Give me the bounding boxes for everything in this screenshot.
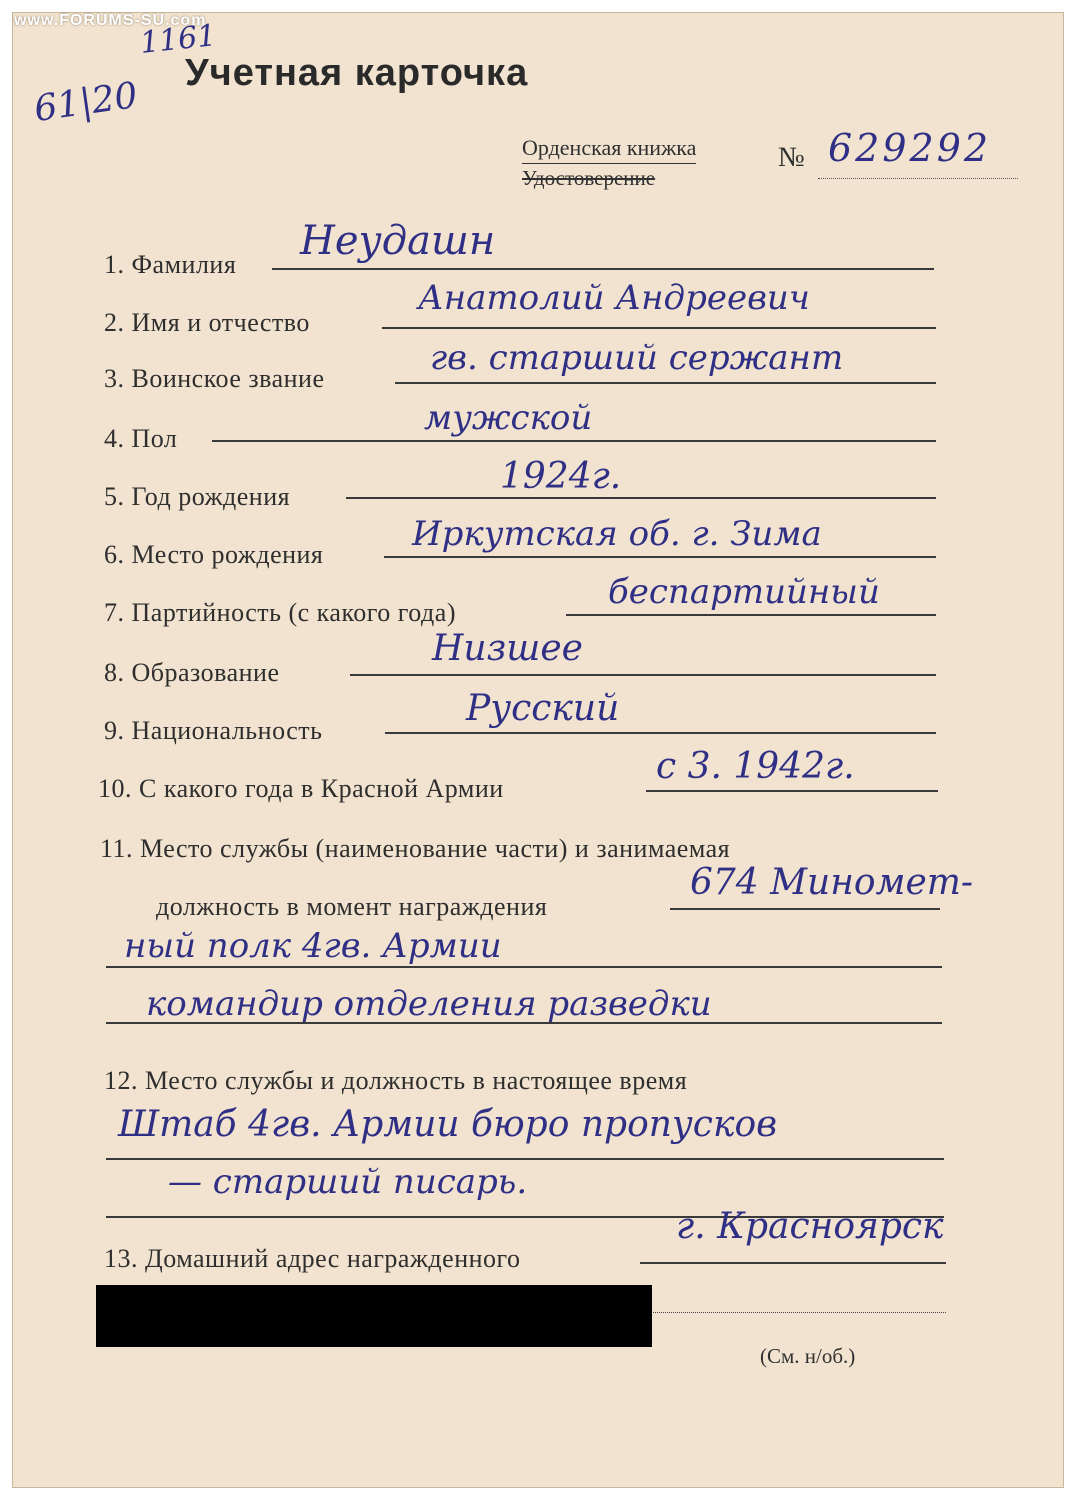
field-label: 10. С какого года в Красной Армии	[98, 774, 504, 803]
field-value: ный полк 4гв. Армии	[124, 926, 502, 966]
field-line	[646, 790, 938, 792]
field-line	[395, 382, 936, 384]
number-underline	[818, 178, 1018, 179]
field-value: с 3. 1942г.	[656, 746, 855, 787]
field-value: Штаб 4гв. Армии бюро пропусков	[118, 1104, 778, 1145]
redaction-bar	[96, 1285, 652, 1347]
field-label: 1. Фамилия	[104, 250, 237, 279]
certificate-label: Удостоверение	[522, 166, 656, 190]
field-line	[106, 1158, 944, 1160]
field-label: 12. Место службы и должность в настоящее время	[104, 1066, 688, 1095]
field-line	[566, 614, 936, 616]
annotation-left: 61|20	[31, 74, 141, 131]
field-value: Низшее	[432, 628, 583, 669]
field-label: 9. Национальность	[104, 716, 323, 745]
field-value: г. Красноярск	[676, 1206, 944, 1247]
field-value: 1924г.	[500, 456, 622, 497]
field-value: командир отделения разведки	[146, 984, 712, 1024]
field-label: 11. Место службы (наименование части) и занимаемая	[100, 834, 731, 863]
order-book-label: Орденская книжка	[522, 135, 696, 164]
field-value: гв. старший сержант	[430, 338, 844, 378]
field-line	[212, 440, 936, 442]
field-line	[272, 268, 934, 270]
field-label: 8. Образование	[104, 658, 280, 687]
field-line	[350, 674, 936, 676]
number-label: №	[778, 142, 805, 173]
field-value: Русский	[466, 688, 620, 729]
field-label: 3. Воинское звание	[104, 364, 325, 393]
field-label: 2. Имя и отчество	[104, 308, 310, 337]
field-value: — старший писарь.	[168, 1162, 528, 1202]
field-value: мужской	[424, 398, 593, 438]
field-value: Иркутская об. г. Зима	[412, 514, 822, 554]
field-line	[382, 327, 936, 329]
field-label: 13. Домашний адрес награжденного	[104, 1244, 521, 1273]
field-line	[640, 1262, 946, 1264]
field-line	[106, 966, 942, 968]
see-reverse-note: (См. н/об.)	[760, 1344, 856, 1368]
field-label: 5. Год рождения	[104, 482, 291, 511]
field-label: 6. Место рождения	[104, 540, 324, 569]
number-value: 629292	[828, 126, 992, 170]
field-value: Анатолий Андреевич	[418, 278, 810, 318]
field-line	[346, 497, 936, 499]
field-label: 4. Пол	[104, 424, 178, 453]
annotation-top: 1161	[138, 18, 218, 61]
field-value: Неудашн	[300, 218, 496, 264]
watermark: www.FORUMS-SU.com	[14, 12, 207, 29]
field-value: беспартийный	[608, 572, 880, 612]
field-value: 674 Миномет-	[690, 862, 974, 903]
field-line	[385, 732, 936, 734]
field-line	[384, 556, 936, 558]
field-label: должность в момент награждения	[156, 892, 548, 921]
field-line	[670, 908, 940, 910]
card-title: Учетная карточка	[185, 52, 529, 94]
field-label: 7. Партийность (с какого года)	[104, 598, 456, 627]
